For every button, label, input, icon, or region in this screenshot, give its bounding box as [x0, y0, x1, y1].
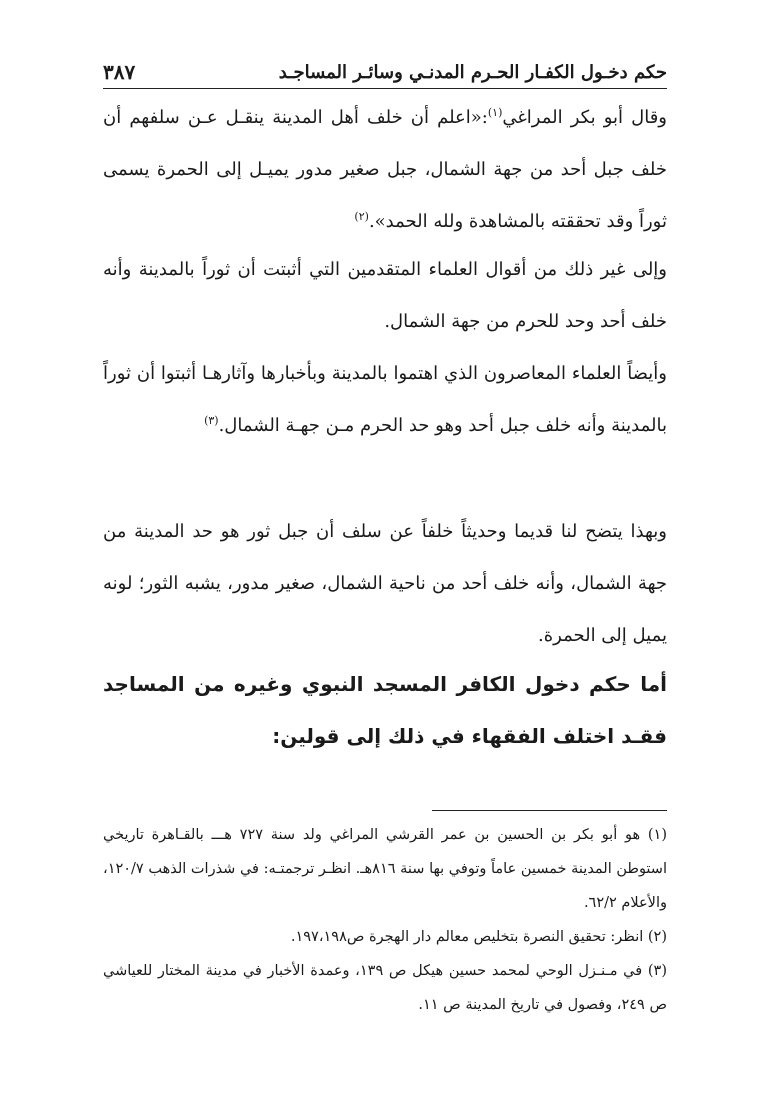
footnote-3: (٣) في مـنـزل الوحي لمحمد حسين هيكل ص ١٣٩، وعمدة الأخبار في مدينة المختار للعياشي ص ٢٤٩، وفصول في تاريخ المدينة ص ١١.	[103, 963, 667, 1013]
header-title: حكم دخـول الكفـار الحـرم المدنـي وسائـر المساجـد	[278, 62, 667, 83]
footnote-1: (١) هو أبو بكر بن الحسين بن عمر القرشي المراغي ولد سنة ٧٢٧ هـــ بالقـاهرة تاريخي استوطن المدينة خمسين عاماً وتوفي بها سنة ٨١٦هـ. انظـر ترجمتـه: في شذرات الذهب ١٢٠/٧، والأعلام ٦٢/٢.	[103, 827, 667, 911]
footnote-divider	[432, 810, 667, 811]
paragraph-3	[103, 348, 667, 452]
paragraph-1-start: وقال أبو بكر المراغي	[502, 107, 667, 128]
footnote-ref-3: (٣)	[204, 414, 219, 427]
footnote-ref-1: (١)	[487, 106, 503, 119]
running-header	[103, 58, 667, 89]
paragraph-1-quote: :«اعلم أن خلف أهل المدينة ينقـل عـن سلفهم أن خلف جبل أحد من جهة الشمال، جبل صغير مدور يميـل إلى الحمرة يسمى ثوراً وقد تحققته بالمشاهدة ولله الحمد».	[103, 107, 667, 232]
paragraph-3-text: وأيضاً العلماء المعاصرون الذي اهتموا بالمدينة وبأخبارها وآثارهـا أثبتوا أن ثوراً بالمدينة وأنه خلف جبل أحد وهو حد الحرم مـن جهـة الشمال.	[103, 363, 667, 436]
paragraph-4	[103, 506, 667, 662]
footnote-ref-2: (٢)	[354, 210, 369, 223]
page-number: ٣٨٧	[103, 60, 136, 84]
paragraph-2-text: وإلى غير ذلك من أقوال العلماء المتقدمين التي أثبتت أن ثوراً بالمدينة وأنه خلف أحد وحد للحرم من جهة الشمال.	[103, 259, 667, 332]
paragraph-4-text: وبهذا يتضح لنا قديما وحديثاً خلفاً عن سلف أن جبل ثور هو حد المدينة من جهة الشمال، وأنه خلف أحد من ناحية الشمال، صغير مدور، يشبه الثور؛ لونه يميل إلى الحمرة.	[103, 521, 667, 646]
footnotes	[103, 818, 667, 1022]
paragraph-2	[103, 244, 667, 348]
paragraph-1	[103, 92, 667, 248]
section-heading: أما حكم دخول الكافر المسجد النبوي وغيره من المساجد فقـد اختلف الفقهاء في ذلك إلى قولين:	[103, 672, 667, 748]
footnote-2: (٢) انظر: تحقيق النصرة بتخليص معالم دار الهجرة ص١٩٧،١٩٨.	[290, 929, 667, 945]
